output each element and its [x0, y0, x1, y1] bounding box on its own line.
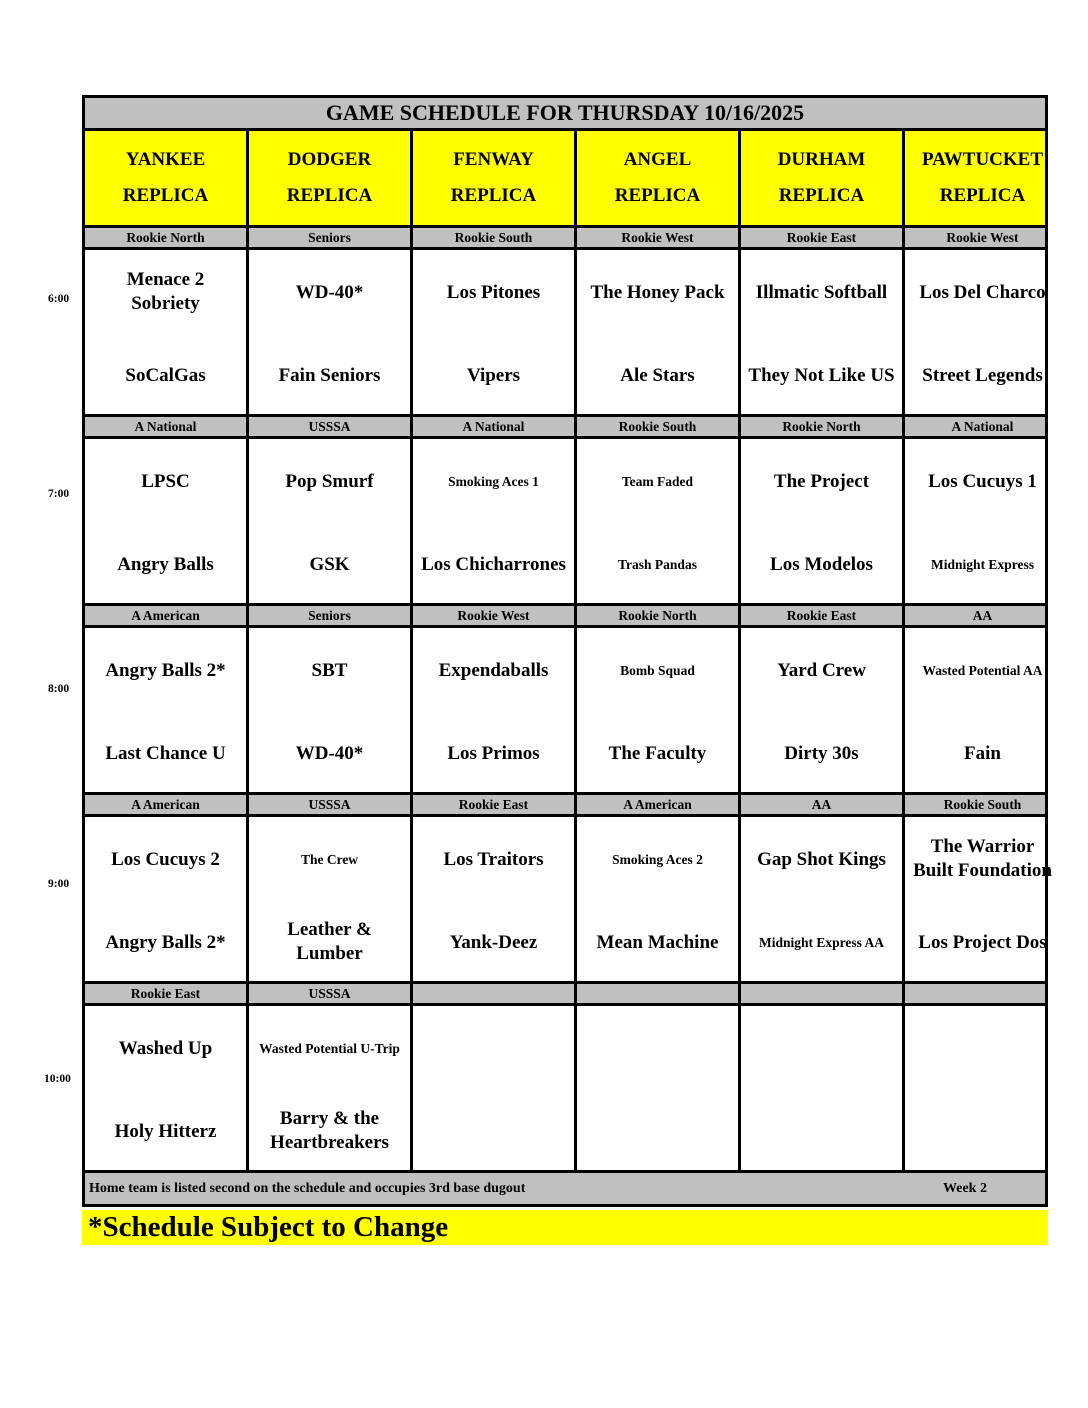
field-subtitle: REPLICA — [122, 185, 209, 206]
home-team: Mean Machine — [596, 931, 719, 953]
game-row — [82, 628, 1048, 795]
game-cell — [85, 250, 249, 414]
away-team: Bomb Squad — [620, 662, 695, 678]
away-team: Expendaballs — [438, 659, 549, 681]
division-label: Rookie South — [413, 228, 577, 247]
time-label: 6:00 — [48, 293, 70, 305]
division-label: Rookie North — [85, 228, 249, 247]
home-team: Dirty 30s — [784, 742, 859, 764]
division-label: USSSA — [249, 417, 413, 436]
field-name: ANGEL — [623, 149, 692, 170]
game-cell — [577, 1006, 741, 1170]
away-team: Wasted Potential AA — [922, 662, 1043, 678]
game-cell — [741, 628, 905, 792]
division-label: AA — [972, 607, 993, 623]
division-label: Rookie East — [741, 228, 905, 247]
away-team — [577, 1018, 738, 1078]
home-team: Holy Hitterz — [114, 1120, 217, 1142]
game-cell — [413, 250, 577, 414]
home-team: Street Legends — [922, 364, 1043, 386]
game-cell — [741, 439, 905, 603]
home-team: They Not Like US — [748, 364, 895, 386]
field-name: DODGER — [287, 149, 372, 170]
away-team: The Crew — [300, 851, 359, 867]
field-subtitle: REPLICA — [614, 185, 701, 206]
away-team: Smoking Aces 2 — [612, 851, 703, 867]
home-team: SoCalGas — [125, 364, 206, 386]
game-cell — [413, 1006, 577, 1170]
division-label: Rookie North — [741, 417, 905, 436]
home-team: Los Modelos — [770, 553, 873, 575]
home-team: The Faculty — [608, 742, 707, 764]
away-team: The Honey Pack — [590, 281, 725, 303]
division-label: A National — [951, 418, 1014, 434]
away-team: Team Faded — [621, 473, 694, 489]
game-cell — [249, 628, 413, 792]
home-team: Los Chicharrones — [421, 553, 566, 575]
away-team: Smoking Aces 1 — [448, 473, 539, 489]
division-label: USSSA — [249, 984, 413, 1003]
team-name-line: Lumber — [296, 943, 363, 964]
game-cell — [905, 439, 1060, 603]
team-name-line: Built Foundation — [913, 860, 1052, 881]
game-cell — [413, 439, 577, 603]
home-team — [249, 912, 410, 972]
home-team: WD-40* — [295, 742, 364, 764]
away-team: LPSC — [141, 470, 190, 492]
game-cell — [741, 250, 905, 414]
home-team: Midnight Express AA — [758, 934, 885, 950]
away-team: SBT — [311, 659, 348, 681]
division-label: USSSA — [249, 795, 413, 814]
home-team: Vipers — [466, 364, 521, 386]
division-row — [82, 984, 1048, 1006]
team-name-line: Heartbreakers — [270, 1132, 389, 1153]
field-header-yankee — [85, 131, 249, 225]
away-team: The Project — [773, 470, 870, 492]
game-cell — [85, 817, 249, 981]
game-cell — [741, 1006, 905, 1170]
away-team: Washed Up — [118, 1037, 213, 1059]
field-subtitle: REPLICA — [778, 185, 865, 206]
division-row — [82, 606, 1048, 628]
game-cell — [577, 439, 741, 603]
division-label — [413, 984, 577, 1003]
division-label — [905, 984, 1060, 1003]
away-team: Los Traitors — [443, 848, 544, 870]
division-label: Rookie East — [85, 984, 249, 1003]
time-label: 9:00 — [48, 878, 70, 890]
division-label: Rookie South — [943, 796, 1022, 812]
division-label: AA — [741, 795, 905, 814]
division-label: Rookie West — [577, 228, 741, 247]
field-header-row — [82, 131, 1048, 228]
division-row — [82, 228, 1048, 250]
game-cell — [85, 439, 249, 603]
game-cell — [85, 628, 249, 792]
home-team: GSK — [309, 553, 350, 575]
home-team: Fain — [964, 742, 1001, 764]
field-header-fenway — [413, 131, 577, 225]
home-team: Ale Stars — [620, 364, 695, 386]
home-team — [741, 1101, 902, 1161]
division-label: Rookie West — [413, 606, 577, 625]
field-header-durham — [741, 131, 905, 225]
home-team — [577, 1101, 738, 1161]
game-cell — [249, 439, 413, 603]
away-team — [741, 1018, 902, 1078]
schedule-table — [82, 95, 1052, 1207]
schedule-title: GAME SCHEDULE FOR THURSDAY 10/16/2025 — [325, 100, 805, 125]
game-cell — [249, 817, 413, 981]
home-team: Fain Seniors — [278, 364, 381, 386]
home-team — [413, 1101, 574, 1161]
game-cell — [577, 628, 741, 792]
game-cell — [741, 817, 905, 981]
home-team — [249, 1101, 410, 1161]
away-team — [905, 1018, 1060, 1078]
field-subtitle: REPLICA — [939, 185, 1026, 206]
away-team: Wasted Potential U-Trip — [259, 1040, 400, 1056]
division-label: A National — [413, 417, 577, 436]
away-team: Pop Smurf — [285, 470, 374, 492]
division-row — [82, 417, 1048, 439]
game-cell — [905, 250, 1060, 414]
field-header-angel — [577, 131, 741, 225]
game-row — [82, 1006, 1048, 1173]
division-label: Rookie West — [946, 229, 1019, 245]
footer-row — [82, 1173, 1048, 1207]
away-team — [85, 262, 246, 322]
away-team: WD-40* — [295, 281, 364, 303]
game-cell — [905, 817, 1060, 981]
away-team — [413, 1018, 574, 1078]
team-name-line: Barry & the — [279, 1108, 380, 1129]
home-team: Last Chance U — [105, 742, 226, 764]
away-team: Gap Shot Kings — [757, 848, 886, 870]
field-header-pawtucket — [905, 131, 1060, 225]
field-name: FENWAY — [453, 149, 534, 170]
division-label — [741, 984, 905, 1003]
division-label: Seniors — [249, 606, 413, 625]
time-label: 7:00 — [48, 488, 70, 500]
division-label: A American — [85, 606, 249, 625]
game-row — [82, 250, 1048, 417]
schedule-title-row — [82, 95, 1048, 131]
division-label: A American — [577, 795, 741, 814]
home-team: Trash Pandas — [618, 556, 697, 572]
time-label: 8:00 — [48, 683, 70, 695]
field-subtitle: REPLICA — [286, 185, 373, 206]
field-subtitle: REPLICA — [450, 185, 537, 206]
field-header-dodger — [249, 131, 413, 225]
game-cell — [413, 817, 577, 981]
game-cell — [249, 250, 413, 414]
division-label — [577, 984, 741, 1003]
division-label: Rookie North — [577, 606, 741, 625]
game-cell — [85, 1006, 249, 1170]
away-team: Los Del Charco — [919, 281, 1046, 303]
game-cell — [249, 1006, 413, 1170]
away-team: Illmatic Softball — [755, 281, 888, 303]
division-label: Rookie East — [413, 795, 577, 814]
field-name: DURHAM — [777, 149, 866, 170]
time-label: 10:00 — [44, 1073, 71, 1085]
home-team: Los Primos — [447, 742, 540, 764]
home-team — [905, 1101, 1060, 1161]
game-cell — [577, 250, 741, 414]
away-team: Los Cucuys 1 — [928, 470, 1037, 492]
team-name-line: The Warrior — [930, 836, 1035, 857]
home-team: Los Project Dos — [918, 931, 1047, 953]
home-team: Angry Balls — [117, 553, 214, 575]
division-label: A American — [85, 795, 249, 814]
team-name-line: Menace 2 — [126, 269, 205, 290]
division-label: Rookie East — [741, 606, 905, 625]
team-name-line: Sobriety — [131, 293, 200, 314]
week-label: Week 2 — [943, 1180, 987, 1196]
division-label: Rookie South — [577, 417, 741, 436]
away-team: Los Pitones — [446, 281, 541, 303]
game-row — [82, 817, 1052, 984]
game-cell — [905, 1006, 1060, 1170]
home-team: Angry Balls 2* — [105, 931, 226, 953]
away-team: Yard Crew — [777, 659, 866, 681]
home-team: Yank-Deez — [449, 931, 538, 953]
game-cell — [905, 628, 1060, 792]
home-team: Midnight Express — [931, 556, 1034, 572]
division-row — [82, 795, 1048, 817]
game-cell — [413, 628, 577, 792]
division-label: A National — [85, 417, 249, 436]
schedule-disclaimer: *Schedule Subject to Change — [82, 1210, 1048, 1245]
game-row — [82, 439, 1048, 606]
team-name-line: Leather & — [287, 919, 372, 940]
division-label: Seniors — [249, 228, 413, 247]
game-cell — [577, 817, 741, 981]
away-team: Angry Balls 2* — [105, 659, 226, 681]
away-team: Los Cucuys 2 — [111, 848, 220, 870]
home-team-note: Home team is listed second on the schedule and occupies 3rd base dugout — [89, 1180, 526, 1196]
field-name: YANKEE — [125, 149, 206, 170]
field-name: PAWTUCKET — [921, 149, 1044, 170]
away-team — [905, 829, 1060, 889]
